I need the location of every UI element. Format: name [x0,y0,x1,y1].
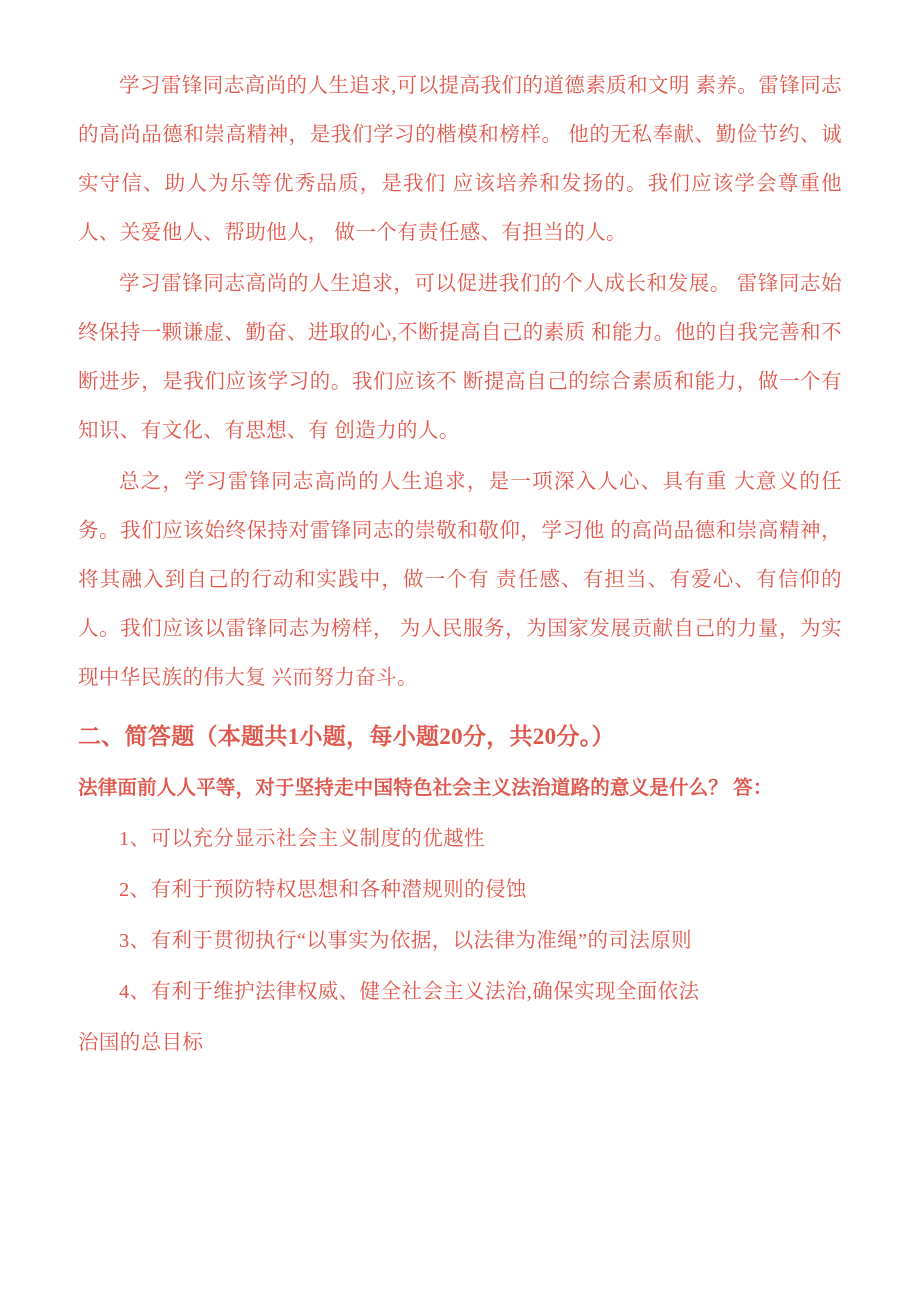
question-text: 法律面前人人平等，对于坚持走中国特色社会主义法治道路的意义是什么？ 答： [78,778,773,799]
paragraph-2: 学习雷锋同志高尚的人生追求，可以促进我们的个人成长和发展。 雷锋同志始终保持一颗谦虚、勤奋、进取的心,不断提高自己的素质 和能力。他的自我完善和不断进步，是我们应该学习的。我们应该不 断提高自己的综合素质和能力，做一个有知识、有文化、有思想、有 创造力的人。 [78,273,842,442]
answer-item-4-continuation: 治国的总目标 [78,1032,204,1054]
section-heading: 二、简答题（本题共1小题，每小题20分，共20分。） [78,724,615,749]
answer-item-2: 2、有利于预防特权思想和各种潜规则的侵蚀 [119,879,527,901]
answer-item-1: 1、可以充分显示社会主义制度的优越性 [119,828,485,850]
answer-item-3: 3、有利于贯彻执行“以事实为依据，以法律为准绳”的司法原则 [119,930,693,952]
document-body [78,62,842,1068]
paragraph-3: 总之，学习雷锋同志高尚的人生追求，是一项深入人心、具有重 大意义的任务。我们应该始终保持对雷锋同志的崇敬和敬仰，学习他 的高尚品德和崇高精神，将其融入到自己的行动和实践中，做一个有 责任感、有担当、有爱心、有信仰的人。我们应该以雷锋同志为榜样， 为人民服务，为国家发展贡献自己的力量，为实现中华民族的伟大复 兴而努力奋斗。 [78,471,842,689]
answer-item-4: 4、有利于维护法律权威、健全社会主义法治,确保实现全面依法 [119,981,700,1003]
paragraph-1: 学习雷锋同志高尚的人生追求,可以提高我们的道德素质和文明 素养。雷锋同志的高尚品德和崇高精神，是我们学习的楷模和榜样。 他的无私奉献、勤俭节约、诚实守信、助人为乐等优秀品质，是我们 应该培养和发扬的。我们应该学会尊重他人、关爱他人、帮助他人， 做一个有责任感、有担当的人。 [78,75,842,244]
